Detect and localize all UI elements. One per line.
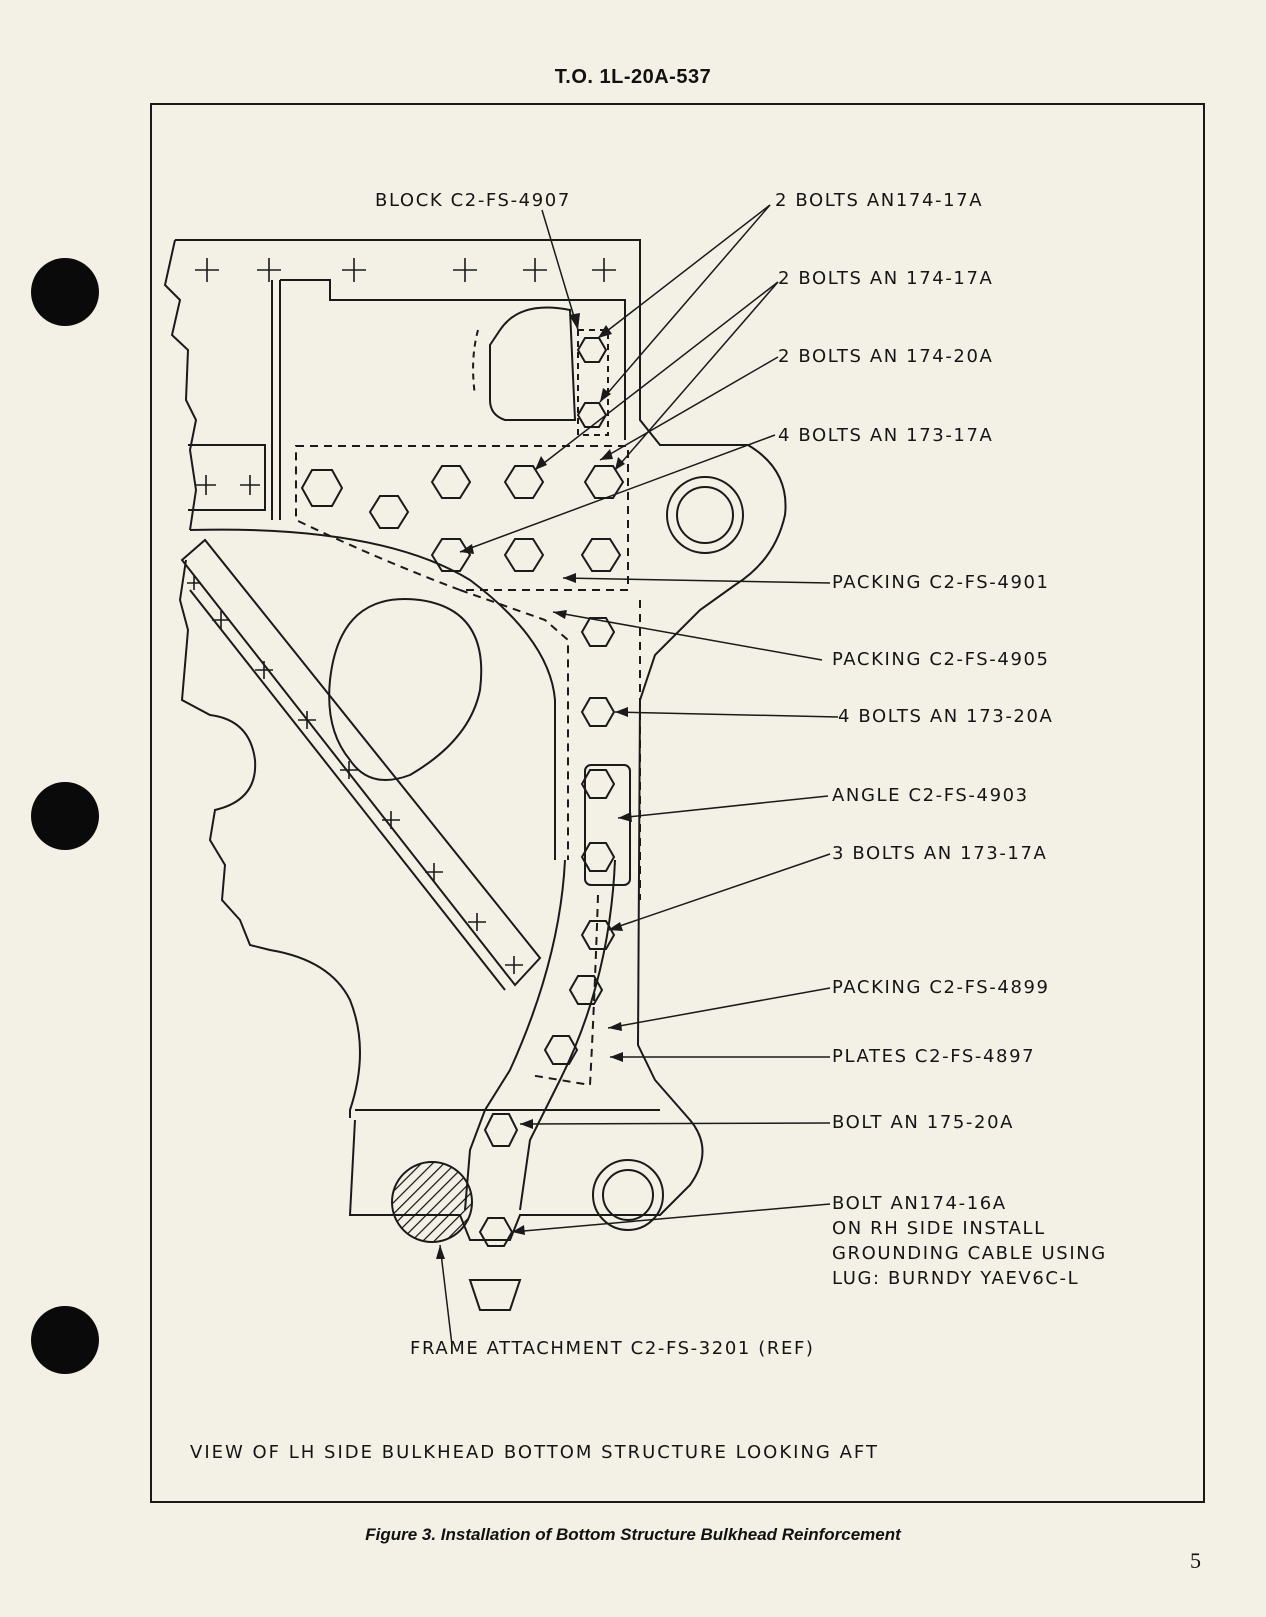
label-bolts-an173-17a: 4 BOLTS AN 173-17A — [778, 425, 994, 446]
label-frame-attachment: FRAME ATTACHMENT C2-FS-3201 (REF) — [410, 1338, 815, 1359]
block-outline — [490, 308, 575, 421]
label-bolts-an174-17a: 2 BOLTS AN174-17A — [775, 190, 984, 211]
view-title: VIEW OF LH SIDE BULKHEAD BOTTOM STRUCTURE LOOKING AFT — [190, 1442, 879, 1463]
lower-web — [190, 530, 555, 860]
label-bolts-an174-17a-2: 2 BOLTS AN 174-17A — [778, 268, 994, 289]
label-packing-4901: PACKING C2-FS-4901 — [832, 572, 1050, 593]
label-packing-4905: PACKING C2-FS-4905 — [832, 649, 1050, 670]
label-packing-4899: PACKING C2-FS-4899 — [832, 977, 1050, 998]
label-bolt-an174-16a: BOLT AN174-16A — [832, 1193, 1007, 1214]
diagonal-stiffener — [182, 540, 540, 985]
label-angle-4903: ANGLE C2-FS-4903 — [832, 785, 1029, 806]
broken-edge-left — [165, 240, 196, 530]
label-bolt-an175-20a: BOLT AN 175-20A — [832, 1112, 1015, 1133]
label-plates-4897: PLATES C2-FS-4897 — [832, 1046, 1036, 1067]
label-block: BLOCK C2-FS-4907 — [375, 190, 571, 211]
label-grounding-cable: GROUNDING CABLE USING — [832, 1243, 1107, 1264]
label-bolts-an174-20a: 2 BOLTS AN 174-20A — [778, 346, 994, 367]
figure-caption: Figure 3. Installation of Bottom Structure Bulkhead Reinforcement — [365, 1525, 901, 1544]
curved-plate — [465, 860, 565, 1210]
document-header: T.O. 1L-20A-537 — [554, 66, 712, 88]
broken-edge-lower — [180, 560, 360, 1118]
label-bolts-an173-20a: 4 BOLTS AN 173-20A — [838, 706, 1054, 727]
lightening-hole — [329, 599, 481, 780]
page-number: 5 — [1190, 1548, 1201, 1573]
bulkhead-outline — [175, 240, 786, 1240]
label-lug-burndy: LUG: BURNDY YAEV6C-L — [832, 1268, 1080, 1289]
label-rh-side-install: ON RH SIDE INSTALL — [832, 1218, 1046, 1239]
packing-4905 — [460, 590, 568, 860]
label-bolts-an173-17a-2: 3 BOLTS AN 173-17A — [832, 843, 1048, 864]
